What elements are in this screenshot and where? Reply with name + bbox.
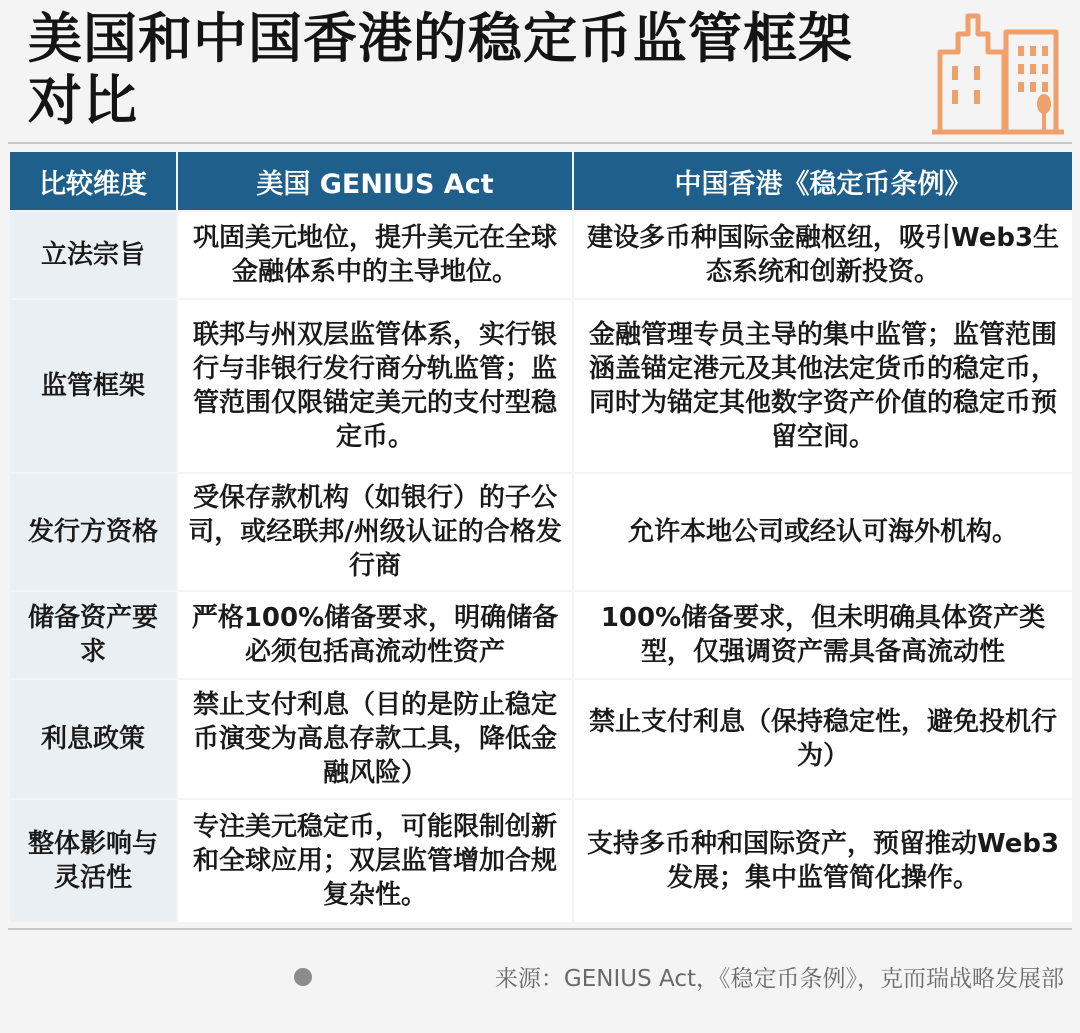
row-hk: 100%储备要求，但未明确具体资产类型，仅强调资产需具备高流动性 <box>573 591 1073 679</box>
page-title: 美国和中国香港的稳定币监管框架对比 <box>28 7 853 132</box>
comparison-table <box>8 152 1074 924</box>
city-buildings-icon <box>928 4 1068 138</box>
table-row <box>9 679 1073 799</box>
bottom-divider <box>8 928 1072 930</box>
table-row <box>9 591 1073 679</box>
row-hk: 建设多币种国际金融枢纽，吸引Web3生态系统和创新投资。 <box>573 211 1073 299</box>
header-hk: 中国香港《稳定币条例》 <box>573 152 1073 211</box>
row-dimension: 立法宗旨 <box>9 211 177 299</box>
header-us: 美国 GENIUS Act <box>177 152 573 211</box>
row-us: 巩固美元地位，提升美元在全球金融体系中的主导地位。 <box>177 211 573 299</box>
table-row <box>9 799 1073 923</box>
header-dimension: 比较维度 <box>9 152 177 211</box>
row-dimension: 整体影响与灵活性 <box>9 799 177 923</box>
row-dimension: 监管框架 <box>9 299 177 473</box>
source-note: 来源：GENIUS Act，《稳定币条例》，克而瑞战略发展部 <box>494 966 1064 992</box>
row-dimension: 发行方资格 <box>9 473 177 591</box>
row-hk: 支持多币种和国际资产，预留推动Web3发展；集中监管简化操作。 <box>573 799 1073 923</box>
bullet-dot <box>294 968 312 986</box>
row-us: 专注美元稳定币，可能限制创新和全球应用；双层监管增加合规复杂性。 <box>177 799 573 923</box>
top-divider <box>8 142 1072 144</box>
row-hk: 金融管理专员主导的集中监管；监管范围涵盖锚定港元及其他法定货币的稳定币，同时为锚定其他数字资产价值的稳定币预留空间。 <box>573 299 1073 473</box>
row-hk: 禁止支付利息（保持稳定性，避免投机行为） <box>573 679 1073 799</box>
table-header-row <box>9 152 1073 211</box>
row-us: 联邦与州双层监管体系，实行银行与非银行发行商分轨监管；监管范围仅限锚定美元的支付型稳定币。 <box>177 299 573 473</box>
row-dimension: 利息政策 <box>9 679 177 799</box>
table-row <box>9 299 1073 473</box>
table-row <box>9 211 1073 299</box>
row-us: 受保存款机构（如银行）的子公司，或经联邦/州级认证的合格发行商 <box>177 473 573 591</box>
row-dimension: 储备资产要求 <box>9 591 177 679</box>
row-us: 禁止支付利息（目的是防止稳定币演变为高息存款工具，降低金融风险） <box>177 679 573 799</box>
row-hk: 允许本地公司或经认可海外机构。 <box>573 473 1073 591</box>
table-row <box>9 473 1073 591</box>
row-us: 严格100%储备要求，明确储备必须包括高流动性资产 <box>177 591 573 679</box>
